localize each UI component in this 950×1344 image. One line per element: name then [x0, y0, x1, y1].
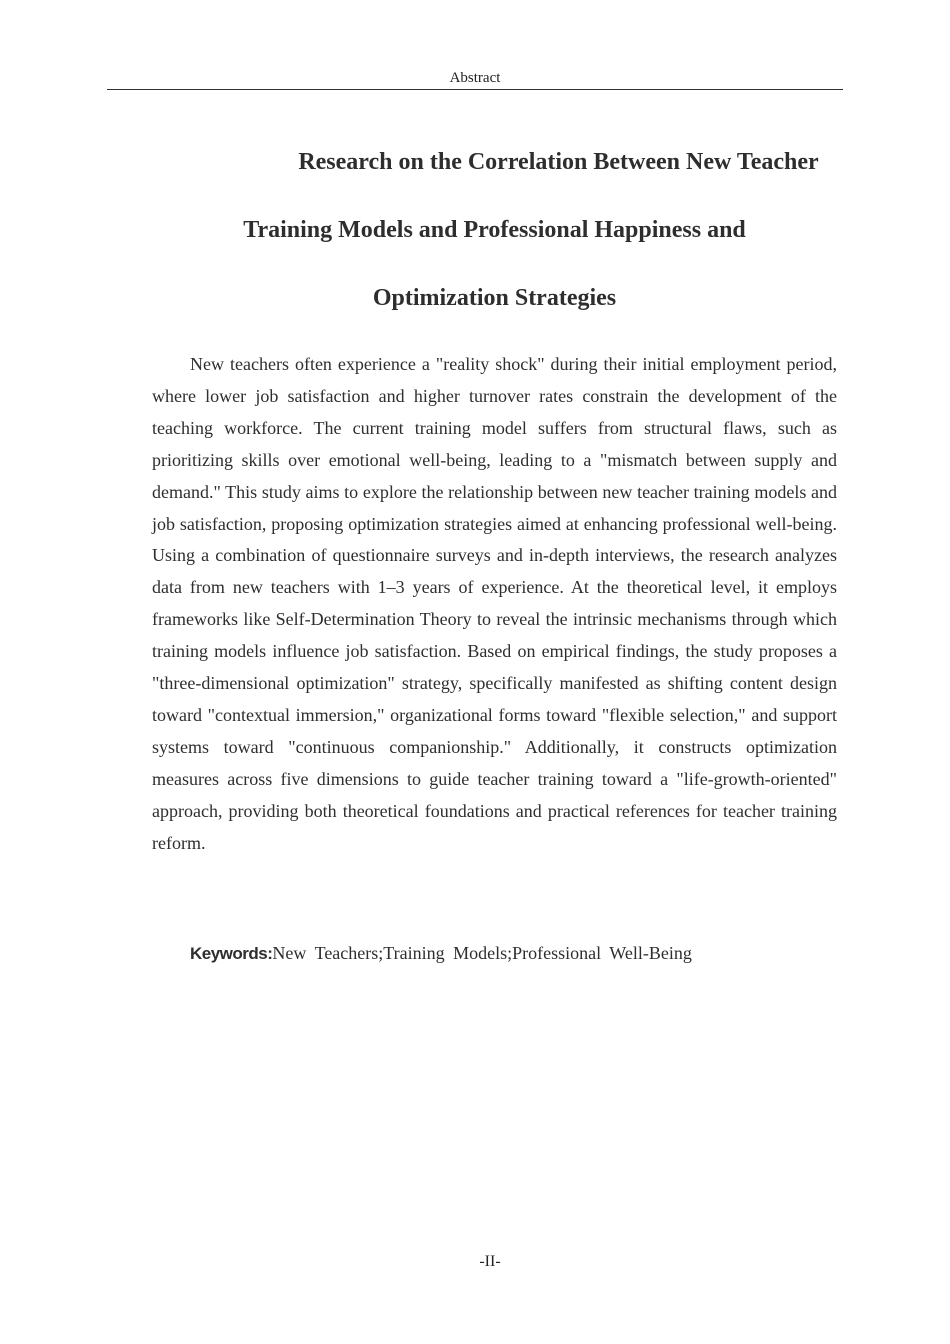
title-line-2: Training Models and Professional Happiness and	[243, 217, 746, 243]
running-title: Abstract	[449, 70, 501, 86]
abstract-body: New teachers often experience a "reality shock" during their initial employment period, where lower job satisfaction and higher turnover rates constrain the development of the teaching workforce. The current training model suffers from structural flaws, such as prioritizing skills over emotional well-being, leading to a "mismatch between supply and demand." This study aims to explore the relationship between new teacher training models and job satisfaction, proposing optimization strategies aimed at enhancing professional well-being. Using a combination of questionnaire surveys and in-depth interviews, the research analyzes data from new teachers with 1–3 years of experience. At the theoretical level, it employs frameworks like Self-Determination Theory to reveal the intrinsic mechanisms through which training models influence job satisfaction. Based on empirical findings, the study proposes a "three-dimensional optimization" strategy, specifically manifested as shifting content design toward "contextual immersion," organizational forms toward "flexible selection," and support systems toward "continuous companionship." Additionally, it constructs optimization measures across five dimensions to guide teacher training toward a "life-growth-oriented" approach, providing both theoretical foundations and practical references for teacher training reform.	[152, 354, 837, 853]
keywords-line	[190, 939, 837, 968]
keywords-value: New Teachers;Training Models;Professional Well-Being	[272, 943, 692, 963]
title-line-3: Optimization Strategies	[372, 285, 617, 311]
document-title	[152, 128, 837, 332]
keywords-label: Keywords:	[190, 944, 273, 963]
title-line-1: Research on the Correlation Between New Teacher	[298, 149, 819, 175]
page-number: -II-	[479, 1253, 501, 1270]
page-header	[107, 68, 843, 90]
